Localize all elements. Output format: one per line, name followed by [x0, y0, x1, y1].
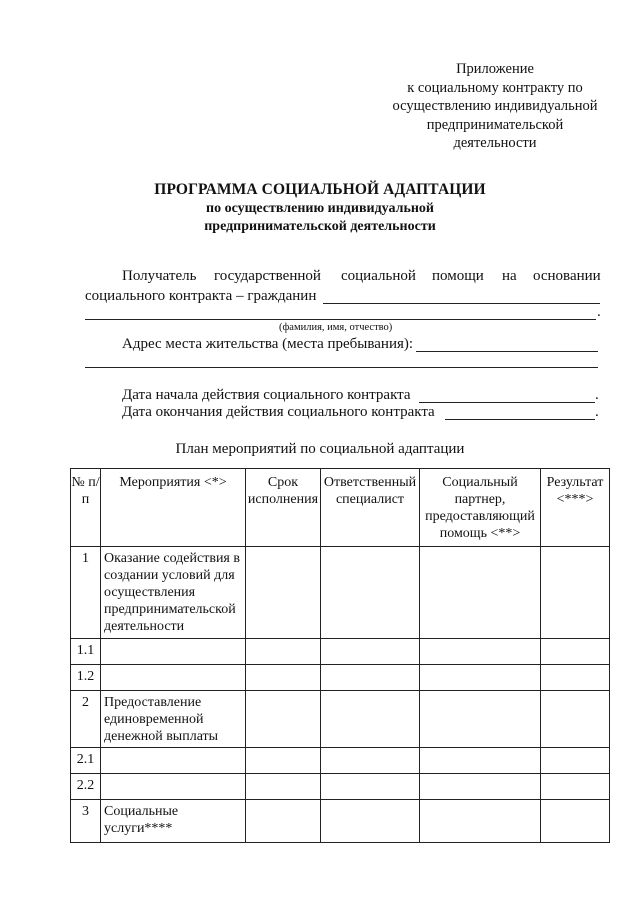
title-main: ПРОГРАММА СОЦИАЛЬНОЙ АДАПТАЦИИ — [154, 181, 486, 198]
row-responsible-cell[interactable] — [321, 665, 420, 691]
table-row — [71, 639, 610, 665]
row-activity[interactable] — [101, 665, 246, 691]
row-number: 2 — [71, 691, 101, 748]
row-result-cell[interactable] — [541, 774, 610, 800]
start-date-label: Дата начала действия социального контракта — [122, 387, 411, 403]
recipient-word: государственной — [214, 268, 321, 284]
row-number: 2.1 — [71, 748, 101, 774]
table-header-row — [71, 469, 610, 547]
row-number: 2.2 — [71, 774, 101, 800]
row-partner-cell[interactable] — [420, 774, 541, 800]
start-date-field[interactable] — [419, 402, 595, 403]
activities-table — [70, 468, 610, 843]
citizen-name-field[interactable] — [323, 303, 600, 304]
appendix-line: осуществлению индивидуальной — [392, 98, 598, 114]
row-activity[interactable] — [101, 748, 246, 774]
row-result-cell[interactable] — [541, 748, 610, 774]
row-partner-cell[interactable] — [420, 691, 541, 748]
row-activity[interactable] — [101, 639, 246, 665]
recipient-word: помощи — [432, 268, 484, 284]
table-row — [71, 774, 610, 800]
header-responsible: Ответственный специалист — [321, 469, 420, 547]
row-partner-cell[interactable] — [420, 748, 541, 774]
appendix-line: деятельности — [453, 135, 537, 151]
table-row — [71, 748, 610, 774]
row-activity: Предоставление единовременной денежной выплаты — [101, 691, 246, 748]
row-number: 3 — [71, 800, 101, 843]
row-result-cell[interactable] — [541, 665, 610, 691]
row-deadline-cell[interactable] — [246, 748, 321, 774]
row-activity: Социальные услуги**** — [101, 800, 246, 843]
row-number: 1.1 — [71, 639, 101, 665]
table-row — [71, 691, 610, 748]
table-row — [71, 800, 610, 843]
address-label: Адрес места жительства (места пребывания): — [122, 336, 414, 352]
row-responsible-cell[interactable] — [321, 748, 420, 774]
recipient-word: Получатель — [122, 268, 197, 284]
row-activity[interactable] — [101, 774, 246, 800]
citizen-name-field-continued[interactable] — [85, 319, 596, 320]
address-field-continued[interactable] — [85, 367, 598, 368]
recipient-word: социальной — [341, 268, 416, 284]
row-partner-cell[interactable] — [420, 639, 541, 665]
row-deadline-cell[interactable] — [246, 800, 321, 843]
recipient-word: на — [502, 268, 517, 284]
appendix-note — [380, 60, 610, 153]
recipient-word: основании — [533, 268, 601, 284]
document-title — [0, 180, 640, 236]
row-responsible-cell[interactable] — [321, 691, 420, 748]
row-responsible-cell[interactable] — [321, 547, 420, 639]
plan-title: План мероприятий по социальной адаптации — [175, 441, 465, 457]
table-row — [71, 547, 610, 639]
table-row — [71, 665, 610, 691]
row-deadline-cell[interactable] — [246, 774, 321, 800]
row-partner-cell[interactable] — [420, 665, 541, 691]
header-partner: Социальный партнер, предоставляющий помощь <**> — [420, 469, 541, 547]
header-result: Результат <***> — [541, 469, 610, 547]
title-sub-1: по осуществлению индивидуальной — [206, 201, 434, 216]
row-responsible-cell[interactable] — [321, 639, 420, 665]
header-activities: Мероприятия <*> — [101, 469, 246, 547]
appendix-line: предпринимательской — [426, 116, 564, 133]
appendix-line: к социальному контракту по — [407, 79, 583, 96]
end-date-field[interactable] — [445, 419, 595, 420]
row-partner-cell[interactable] — [420, 800, 541, 843]
row-partner-cell[interactable] — [420, 547, 541, 639]
row-result-cell[interactable] — [541, 800, 610, 843]
row-deadline-cell[interactable] — [246, 547, 321, 639]
row-result-cell[interactable] — [541, 547, 610, 639]
appendix-line: Приложение — [456, 61, 534, 77]
row-number: 1 — [71, 547, 101, 639]
row-result-cell[interactable] — [541, 639, 610, 665]
row-responsible-cell[interactable] — [321, 774, 420, 800]
header-number: № п/п — [71, 469, 101, 547]
row-deadline-cell[interactable] — [246, 639, 321, 665]
address-field[interactable] — [416, 351, 598, 352]
header-deadline: Срок исполнения — [246, 469, 321, 547]
recipient-line-2: социального контракта – гражданин — [85, 288, 317, 304]
title-sub-2: предпринимательской деятельности — [204, 219, 436, 234]
row-deadline-cell[interactable] — [246, 665, 321, 691]
name-hint: (фамилия, имя, отчество) — [279, 322, 393, 333]
row-activity: Оказание содействия в создании условий для осуществления предпринимательской деятельности — [101, 547, 246, 639]
row-result-cell[interactable] — [541, 691, 610, 748]
row-number: 1.2 — [71, 665, 101, 691]
row-deadline-cell[interactable] — [246, 691, 321, 748]
end-date-label: Дата окончания действия социального контракта — [122, 404, 435, 420]
row-responsible-cell[interactable] — [321, 800, 420, 843]
